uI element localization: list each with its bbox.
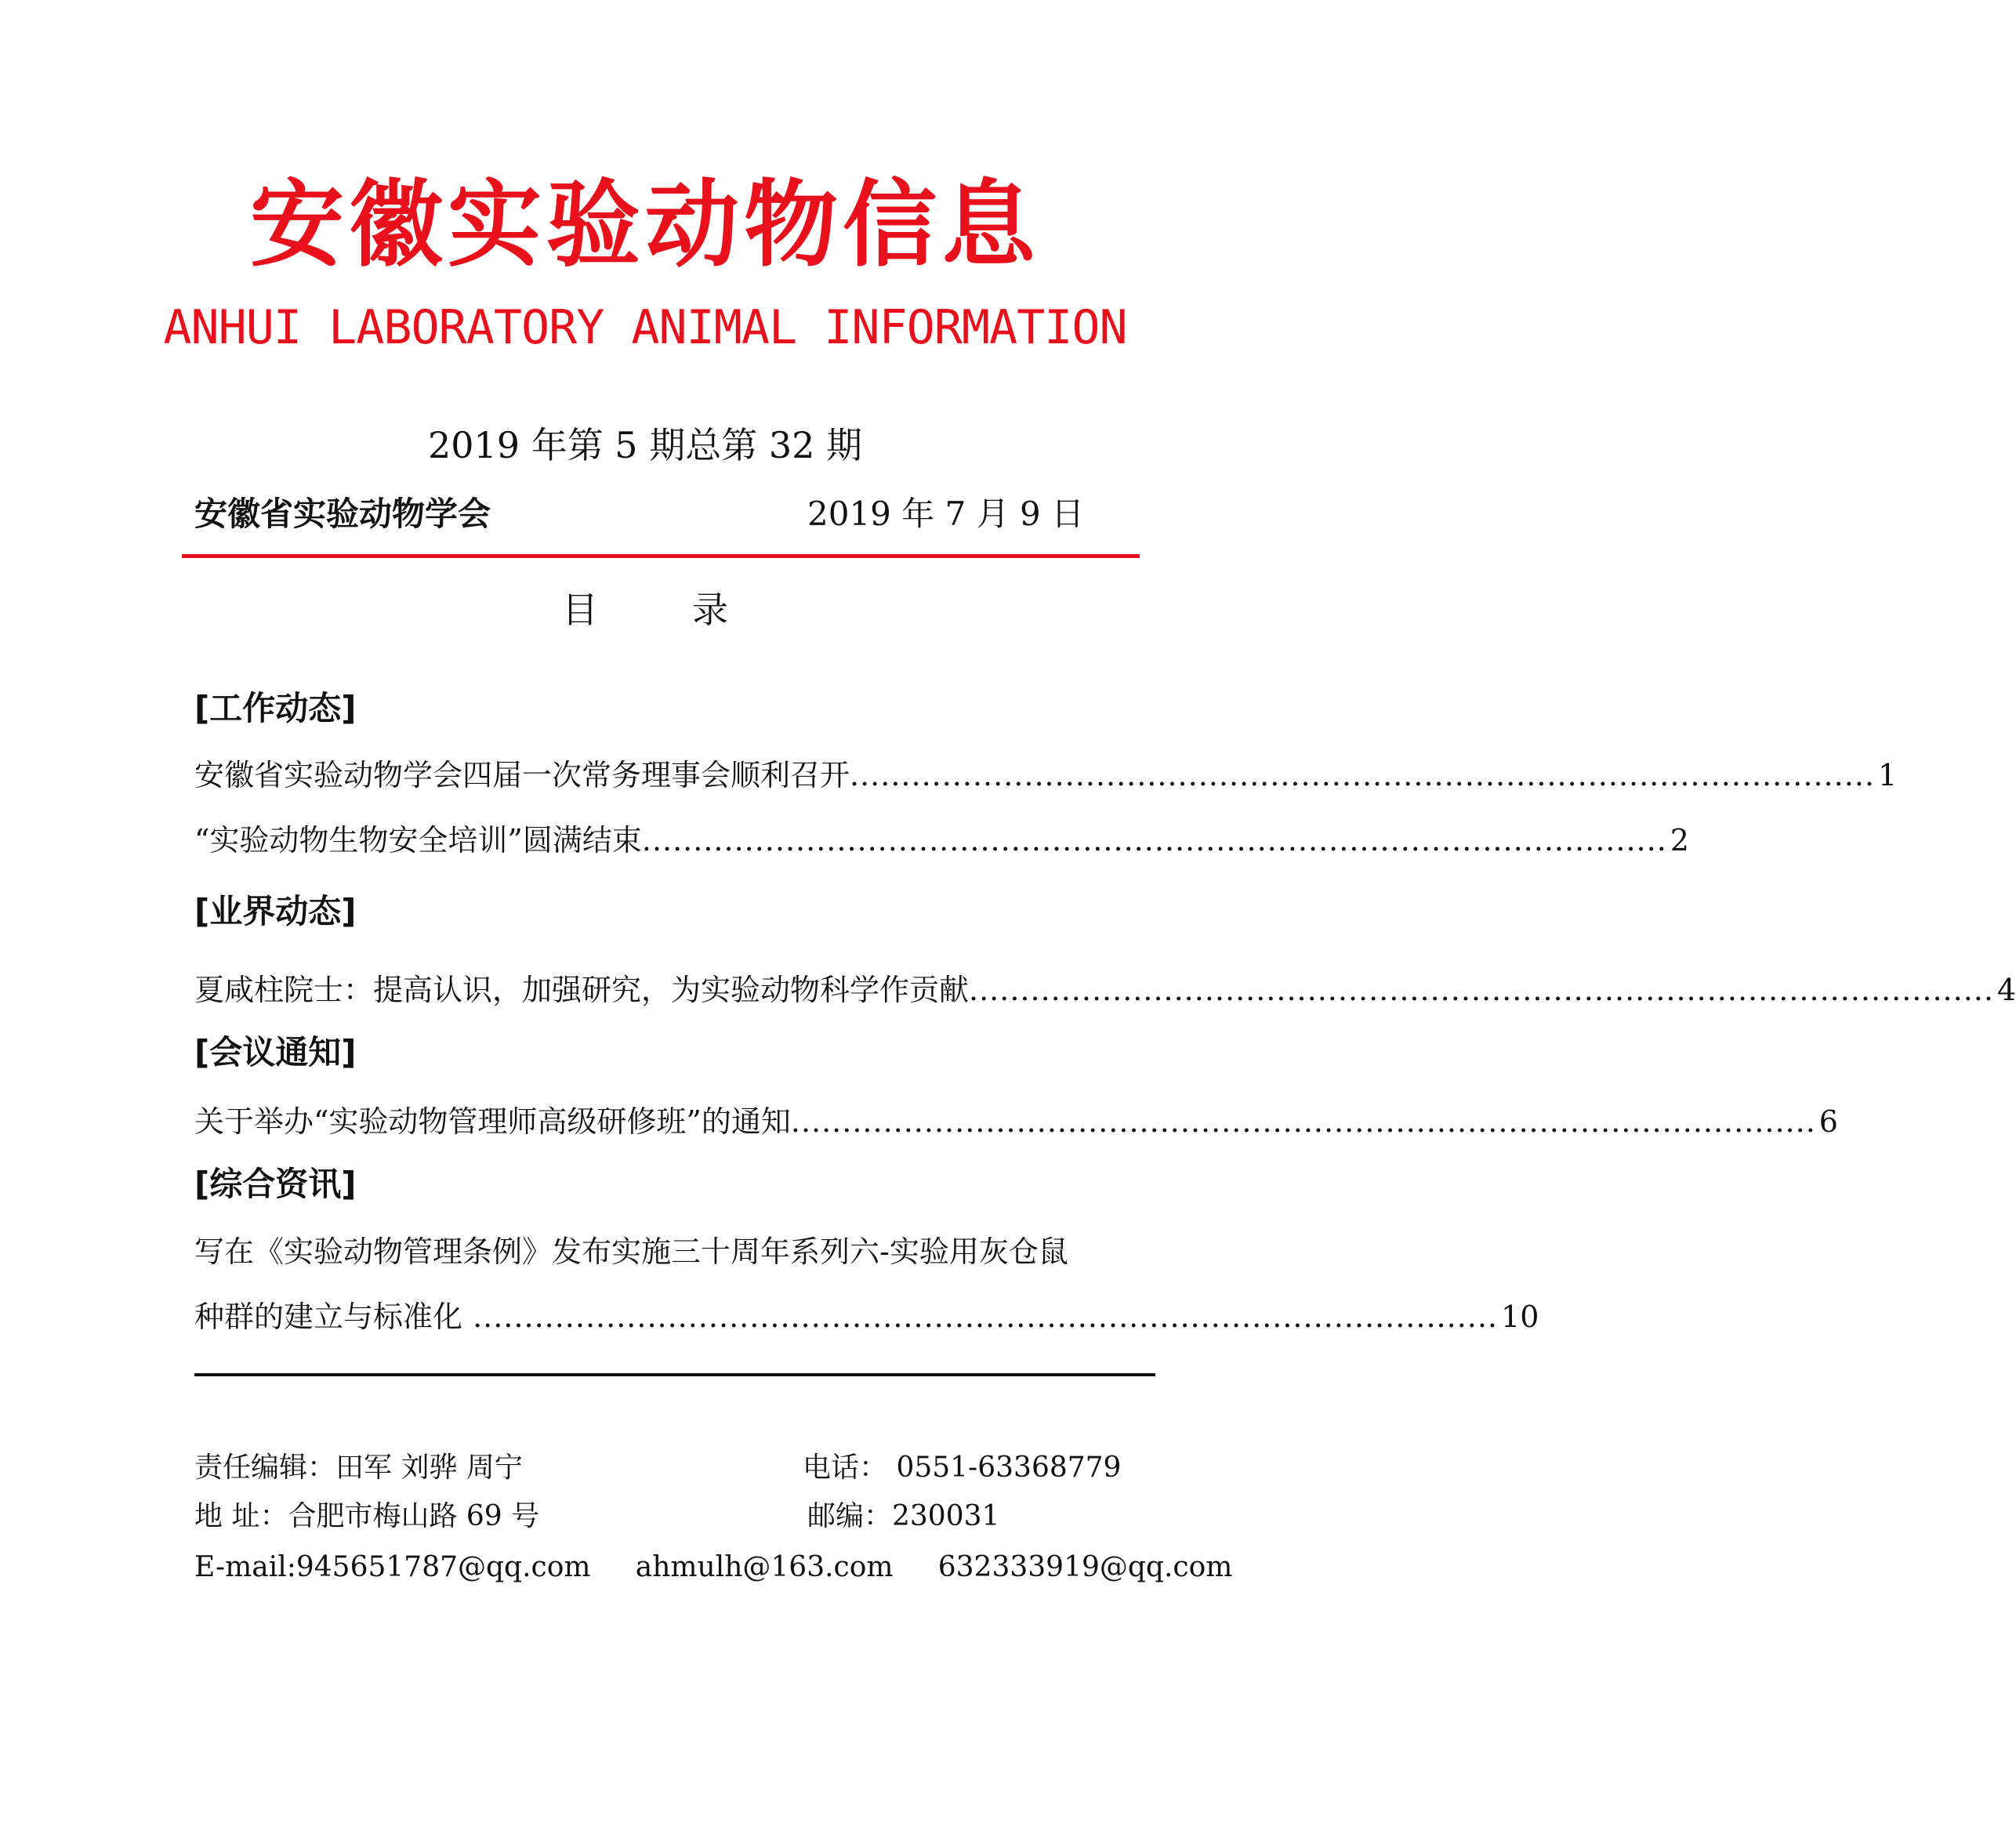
journal-title-chinese: 安徽实验动物信息	[250, 171, 1040, 280]
toc-section-heading: [业界动态]	[194, 892, 357, 930]
toc-entry[interactable]	[194, 754, 1898, 796]
toc-section-heading: [综合资讯]	[194, 1165, 357, 1203]
toc-title-left: 目	[562, 589, 598, 631]
toc-entry[interactable]	[194, 969, 2016, 1011]
toc-entry-title: “实验动物生物安全培训”圆满结束	[194, 823, 642, 857]
toc-title	[0, 586, 1290, 633]
toc-entry[interactable]	[194, 819, 1689, 861]
footer-address: 地 址：合肥市梅山路 69 号	[194, 1500, 540, 1532]
footer-phone: 电话： 0551-63368779	[803, 1452, 1122, 1484]
toc-entry-title: 安徽省实验动物学会四届一次常务理事会顺利召开	[194, 758, 850, 792]
toc-leader-dots: ....................................................................................................	[850, 758, 1875, 792]
publisher-society: 安徽省实验动物学会	[194, 495, 491, 533]
toc-section-heading: [工作动态]	[194, 689, 357, 727]
footer-postcode: 邮编：230031	[807, 1500, 1000, 1532]
footer-divider	[194, 1373, 1155, 1376]
toc-leader-dots: ....................................................................................................	[462, 1300, 1499, 1334]
toc-entry-title: 夏咸柱院士：提高认识，加强研究，为实验动物科学作贡献	[194, 973, 970, 1007]
toc-entry[interactable]	[194, 1296, 1539, 1338]
toc-leader-dots: ....................................................................................................	[641, 823, 1667, 857]
toc-leader-dots: ....................................................................................................	[969, 973, 1994, 1007]
toc-entry-page: 4	[1996, 973, 2016, 1007]
toc-title-right: 录	[692, 589, 728, 631]
toc-entry-page: 6	[1818, 1104, 1838, 1139]
footer-emails[interactable]: E-mail:945651787@qq.com ahmulh@163.com 632333919@qq.com	[194, 1551, 1233, 1583]
journal-title-english: ANHUI LABORATORY ANIMAL INFORMATION	[163, 300, 1127, 355]
toc-leader-dots: ....................................................................................................	[790, 1104, 1816, 1139]
toc-entry-title-line1[interactable]: 写在《实验动物管理条例》发布实施三十周年系列六-实验用灰仓鼠	[194, 1234, 1068, 1269]
footer-editors: 责任编辑：田军 刘骅 周宁	[194, 1452, 523, 1484]
toc-entry-title: 关于举办“实验动物管理师高级研修班”的通知	[194, 1104, 791, 1139]
publication-date: 2019 年 7 月 9 日	[807, 495, 1085, 533]
toc-entry[interactable]	[194, 1100, 1838, 1143]
header-divider	[182, 554, 1140, 558]
toc-section-heading: [会议通知]	[194, 1033, 357, 1071]
toc-entry-page: 2	[1670, 823, 1689, 857]
toc-entry-page: 10	[1501, 1300, 1539, 1334]
issue-number: 2019 年第 5 期总第 32 期	[428, 424, 862, 466]
toc-entry-page: 1	[1877, 758, 1898, 792]
toc-entry-title-line2: 种群的建立与标准化	[194, 1300, 463, 1334]
